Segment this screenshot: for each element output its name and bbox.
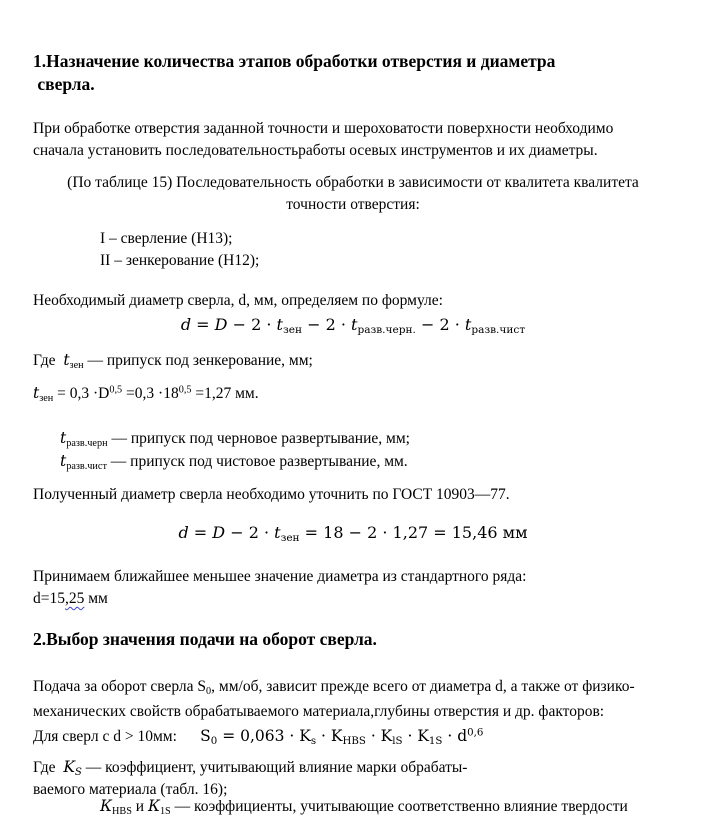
section1-heading-line2: сверла. bbox=[33, 74, 95, 94]
where-tzen-paragraph bbox=[33, 349, 673, 372]
section2-heading-text: 2.Выбор значения подачи на оборот сверла. bbox=[33, 629, 377, 649]
standard-series-paragraph bbox=[33, 566, 673, 610]
table-reference-line2: точности отверстия: bbox=[286, 196, 420, 213]
formula-intro-text: Необходимый диаметр сверла, d, мм, определяем по формуле: bbox=[33, 292, 443, 309]
intro-line2: сначала установить последовательностьработы осевых инструментов и их диаметры. bbox=[33, 142, 598, 159]
section2-heading bbox=[33, 628, 673, 651]
intro-line1: При обработке отверстия заданной точности и шероховатости поверхности необходимо bbox=[33, 120, 614, 137]
tzen-calculation-text: $t_{зен} = 0,3 \cdot D^{0,5} =0,3 \cdot 18^{0,5} =1,27$ мм. bbox=[33, 384, 259, 404]
where-rough-reaming-text: $t_{разв.черн}$ — припуск под черновое развертывание, мм; bbox=[60, 429, 410, 449]
tzen-calculation bbox=[33, 382, 673, 405]
gost-note-paragraph bbox=[33, 484, 673, 506]
stage-item-drilling: I – сверление (H13); bbox=[100, 230, 233, 247]
feed-line1: Подача за оборот сверла $S_0$, мм/об, зависит прежде всего от диаметра d, а также от физико- bbox=[33, 678, 635, 697]
coefficients-partial-paragraph bbox=[33, 795, 673, 818]
numeric-diameter-formula-line: $d = D - 2 \cdot t_{зен} = 18 - 2 \cdot 1,27 = 15,46$ мм bbox=[178, 523, 528, 544]
where-ks-line1: Где $K_S$ — коэффициент, учитывающий влияние марки обрабаты- bbox=[33, 758, 468, 778]
stage-item-counterboring: II – зенкерование (H12); bbox=[100, 252, 260, 269]
section1-heading bbox=[33, 50, 673, 96]
intro-paragraph bbox=[33, 118, 673, 162]
table-reference-line1: (По таблице 15) Последовательность обработки в зависимости от квалитета квалитета bbox=[67, 174, 639, 191]
where-reaming-definitions bbox=[33, 427, 673, 473]
feed-formula-line: Для сверл с d > 10мм: $S_0 = 0,063 \cdot K_s \cdot K_{HBS} \cdot K_{lS} \cdot K_{1S} \cdot d^{0,6}$ bbox=[33, 727, 484, 747]
stage-list bbox=[33, 228, 673, 272]
section1-heading-line1: 1.Назначение количества этапов обработки отверстия и диаметра bbox=[33, 51, 556, 71]
standard-series-text: Принимаем ближайшее меньшее значение диаметра из стандартного ряда: bbox=[33, 568, 527, 585]
chosen-diameter-value: d=15,25 мм bbox=[33, 590, 108, 607]
where-finish-reaming-text: $t_{разв.чист}$ — припуск под чистовое развертывание, мм. bbox=[60, 452, 408, 472]
gost-note-text: Полученный диаметр сверла необходимо уточнить по ГОСТ 10903—77. bbox=[33, 486, 510, 503]
table-reference-paragraph bbox=[33, 172, 673, 216]
feed-line2: механических свойств обрабатываемого материала,глубины отверстия и др. факторов: bbox=[33, 703, 605, 720]
coefficients-partial-text: $К_{HBS}$ и $К_{1S}$ — коэффициенты, учитывающие соответственно влияние твердости bbox=[100, 797, 628, 817]
drill-diameter-formula-line: $d = D - 2 \cdot t_{зен} - 2 \cdot t_{разв.черн.} - 2 \cdot t_{разв.чист}$ bbox=[180, 315, 526, 336]
formula-intro-paragraph bbox=[33, 290, 673, 312]
numeric-diameter-formula bbox=[33, 520, 673, 547]
drill-diameter-formula bbox=[33, 312, 673, 339]
where-tzen-text: Где $t_{зен}$ — припуск под зенкерование, мм; bbox=[33, 351, 313, 371]
where-ks-line2: ваемого материала (табл. 16); bbox=[33, 781, 228, 798]
feed-paragraph bbox=[33, 674, 673, 749]
